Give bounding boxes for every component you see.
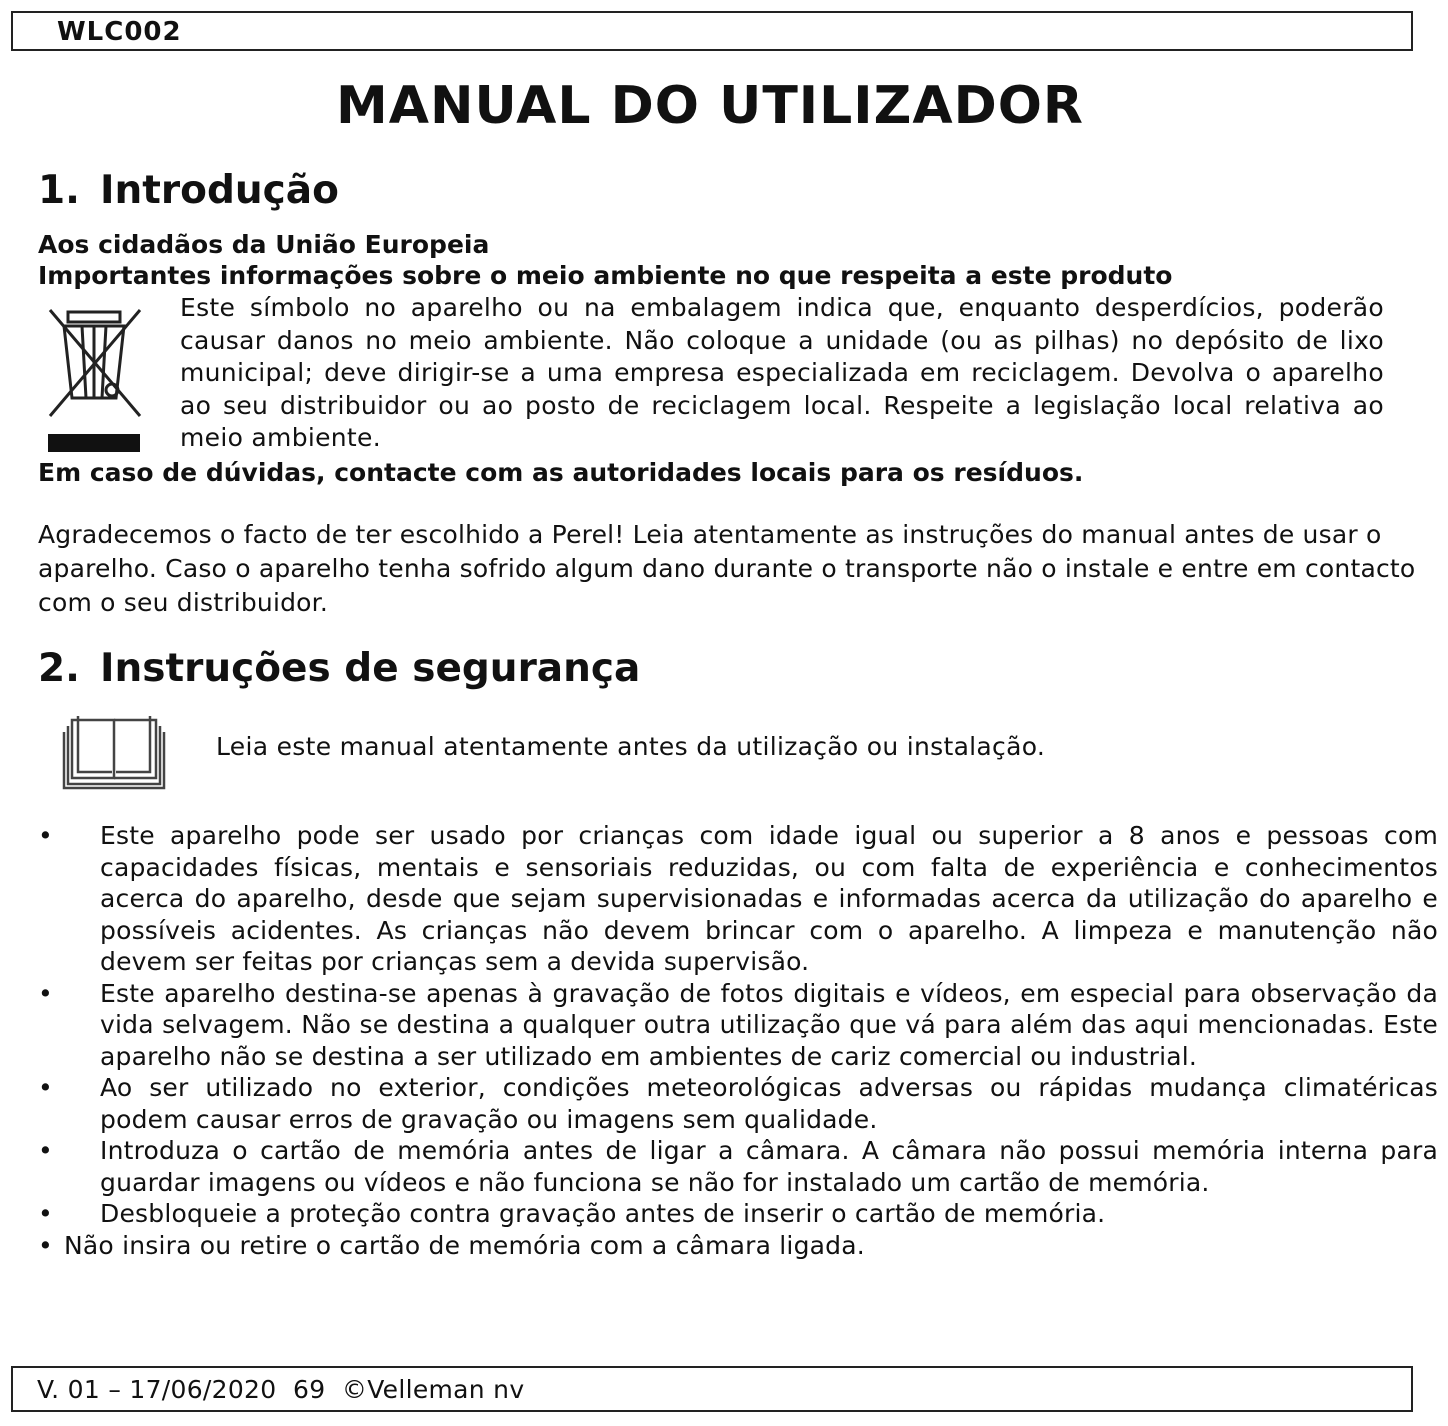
footer-copyright: ©Velleman nv (341, 1375, 525, 1404)
thanks-paragraph: Agradecemos o facto de ter escolhido a Perel! Leia atentamente as instruções do manual antes de usar o aparelho. Caso o aparelho tenha sofrido algum dano durante o transporte não o instale e entre em contacto com o seu distribuidor. (38, 520, 1416, 617)
read-manual-book-icon (62, 712, 166, 790)
read-manual-text: Leia este manual atentamente antes da utilização ou instalação. (216, 732, 1046, 761)
list-item (0, 1230, 1448, 1262)
bullet-text: Desbloqueie a proteção contra gravação antes de inserir o cartão de memória. (100, 1199, 1106, 1228)
footer-version: V. 01 – 17/06/2020 (37, 1375, 277, 1404)
list-item (0, 1198, 1448, 1230)
list-item (0, 978, 1448, 1073)
section-2-heading (38, 646, 640, 691)
bullet-text: Ao ser utilizado no exterior, condições meteorológicas adversas ou rápidas mudança climatéricas podem causar erros de gravação ou imagens sem qualidade. (100, 1073, 1438, 1134)
section-1-number: 1. (38, 168, 80, 213)
section-2-title: Instruções de segurança (100, 646, 641, 691)
doubts-line: Em caso de dúvidas, contacte com as autoridades locais para os resíduos. (38, 458, 1084, 487)
footer-page-number: 69 (292, 1375, 326, 1404)
page-title: MANUAL DO UTILIZADOR (336, 76, 1084, 136)
bullet-dot: • (38, 1199, 53, 1228)
bullet-dot: • (38, 1073, 53, 1102)
footer-text (37, 1375, 524, 1404)
bullet-dot: • (38, 821, 53, 850)
section-1-title: Introdução (100, 168, 339, 213)
list-item (0, 1135, 1448, 1198)
model-code: WLC002 (57, 17, 182, 47)
bullet-dot: • (38, 978, 53, 1008)
environment-heading: Importantes informações sobre o meio ambiente no que respeita a este produto (38, 261, 1173, 290)
bullet-text: Este aparelho pode ser usado por crianças com idade igual ou superior a 8 anos e pessoas com capacidades físicas, mentais e sensoriais reduzidas, ou com falta de experiência e conhecimentos acerca do aparelho, desde que sejam supervisionadas e informadas acerca da utilização do aparelho e possíveis acidentes. As crianças não devem brincar com o aparelho. A limpeza e manutenção não devem ser feitas por crianças sem a devida supervisão. (100, 821, 1438, 976)
section-1-heading (38, 168, 339, 213)
weee-crossed-bin-icon (38, 298, 150, 456)
header-box (11, 11, 1413, 51)
bullet-text: Este aparelho destina-se apenas à gravação de fotos digitais e vídeos, em especial para observação da vida selvagem. Não se destina a qualquer outra utilização que vá para além das aqui mencionadas. Este aparelho não se destina a ser utilizado em ambientes de cariz comercial ou industrial. (100, 978, 1438, 1071)
safety-bullet-list (0, 820, 1448, 1261)
bullet-text: Não insira ou retire o cartão de memória com a câmara ligada. (64, 1230, 865, 1260)
footer-box (11, 1366, 1413, 1412)
list-item (0, 1072, 1448, 1135)
section-2-number: 2. (38, 646, 80, 691)
bullet-text: Introduza o cartão de memória antes de ligar a câmara. A câmara não possui memória interna para guardar imagens ou vídeos e não funciona se não for instalado um cartão de memória. (100, 1136, 1438, 1197)
weee-description: Este símbolo no aparelho ou na embalagem indica que, enquanto desperdícios, poderão causar danos no meio ambiente. Não coloque a unidade (ou as pilhas) no depósito de lixo municipal; deve dirigir-se a uma empresa especializada em reciclagem. Devolva o aparelho ao seu distribuidor ou ao posto de reciclagem local. Respeite a legislação local relativa ao meio ambiente. (180, 293, 1384, 452)
bullet-dot: • (38, 1136, 53, 1165)
bullet-dot: • (38, 1230, 53, 1260)
list-item (0, 820, 1448, 978)
eu-citizens-line: Aos cidadãos da União Europeia (38, 230, 490, 259)
